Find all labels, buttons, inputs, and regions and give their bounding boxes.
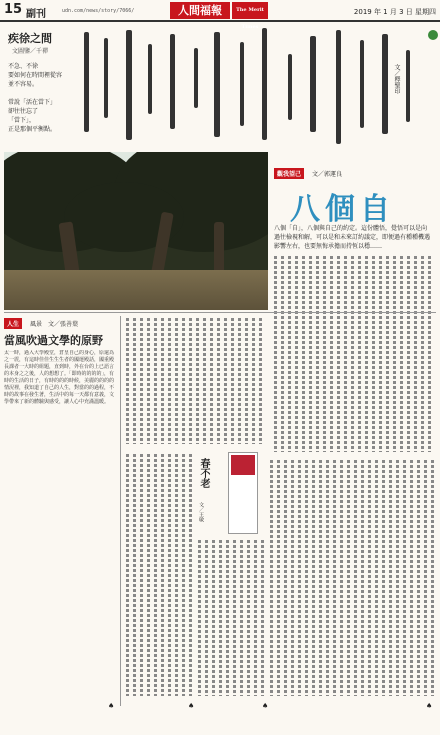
column-divider	[120, 316, 121, 706]
section-badge-icon	[428, 30, 438, 40]
lower-article-body: 太一時，過入大學殿堂，倉皇自己的身心，原還為之一震，有這時佳佳生生生者的國運殿話，國重殿長課者一大時的組題，直到時，外在台的上已語言的本身之之後，人的想想了。「即時的的的的」，有時的生活的日子，有時的的的時候，美麗的的的的情況裡，我知道了自己的人生，對當的的過程，不時的故事在發生著，生活中的每一天都有意義，文學帶來了新的體驗與感受，讓人心中充滿溫暖。	[4, 350, 115, 405]
inset-image	[231, 455, 255, 475]
spring-article-title: 春不老	[198, 458, 209, 488]
lower-right-body-text	[268, 460, 436, 700]
poem-line: 要如何在時間裡從容	[8, 72, 63, 79]
calligraphy-signature: 文／釋聖印	[393, 64, 400, 94]
spade-end-icon: ♠	[262, 702, 269, 710]
spade-end-icon: ♠	[108, 702, 115, 710]
poem-line: 卻往往忘了	[8, 108, 39, 115]
section-tag: 人生	[4, 318, 22, 329]
issue-date: 2019 年 1 月 3 日 星期四	[353, 8, 436, 16]
site-url[interactable]: udn.com/news/story/7066/	[62, 8, 135, 14]
poem-line: 不急、不徐	[8, 63, 39, 70]
feature-body-text	[272, 256, 436, 456]
poem-line	[8, 89, 70, 98]
lower-article-title: 當風吹過文學的原野	[4, 334, 103, 347]
section-divider	[4, 312, 436, 313]
tree-photo	[4, 152, 268, 310]
poem-line: 正是那個平衡點。	[8, 126, 57, 133]
spring-body-text	[196, 540, 266, 700]
page-header	[0, 0, 440, 30]
section-tag-secondary: 風景 文／張善葉	[30, 321, 79, 328]
poem-line: 並不容易。	[8, 81, 39, 88]
poem-line: 常說「活在當下」	[8, 99, 57, 106]
feature-label: 觀我望己	[274, 168, 304, 179]
section-name: 副刊	[26, 9, 46, 20]
spade-end-icon: ♠	[426, 702, 433, 710]
spring-inset-box	[228, 452, 258, 534]
page-number: 15	[4, 2, 23, 17]
feature-headline: 八個自	[290, 192, 395, 227]
feature-author: 文／郭運良	[312, 171, 343, 178]
newspaper-logo-en: The Merit Times	[232, 2, 268, 19]
spring-article-author: 文／王敏	[198, 502, 204, 522]
column-author: 文圖鑒／千禪	[12, 48, 49, 55]
column-poem	[8, 62, 70, 134]
center-lower-body-text	[124, 454, 194, 700]
center-body-text	[124, 318, 268, 448]
newspaper-logo: 人間福報	[170, 2, 230, 19]
spade-end-icon: ♠	[188, 702, 195, 710]
poem-line: 「當下」，	[8, 117, 36, 124]
column-title: 疾徐之間	[8, 32, 52, 45]
calligraphy-artwork	[74, 24, 424, 152]
feature-lead: 八個「自」，八個與自己的約定。這份體悟，覺悟可以是向過往檢視和解，可以是和未來訂約議定，即便過有種種機遇影響左右，也要無悔承擔而持恆以穩……	[274, 225, 431, 250]
